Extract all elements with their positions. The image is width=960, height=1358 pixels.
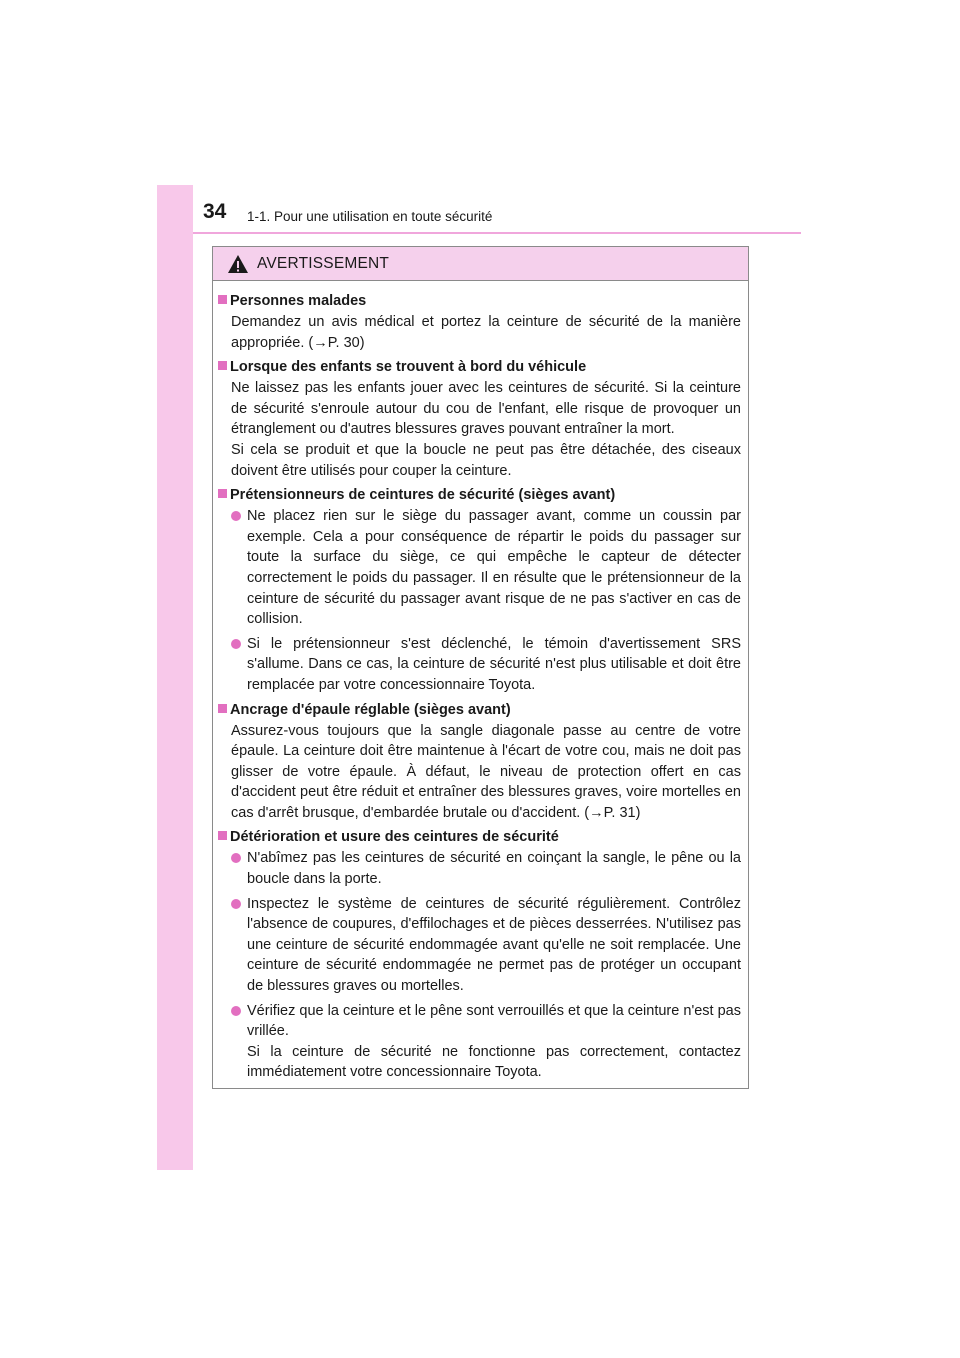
section-heading: Détérioration et usure des ceintures de sécurité bbox=[218, 827, 741, 848]
warning-body bbox=[213, 281, 748, 1083]
section-heading: Prétensionneurs de ceintures de sécurité (sièges avant) bbox=[218, 485, 741, 506]
square-bullet-icon bbox=[218, 489, 227, 498]
square-bullet-icon bbox=[218, 831, 227, 840]
section-heading: Personnes malades bbox=[218, 291, 741, 312]
round-bullet-icon bbox=[231, 899, 241, 909]
square-bullet-icon bbox=[218, 704, 227, 713]
paragraph: Ne laissez pas les enfants jouer avec les ceintures de sécurité. Si la ceinture de sécurité s'enroule autour du cou de l'enfant, elle risque de provoquer un étranglement ou d'autres blessures graves pouvant entraîner la mort. Si cela se produit et que la boucle ne peut pas être détachée, des ciseaux doivent être utilisés pour couper la ceinture. bbox=[231, 380, 741, 479]
section-heading: Lorsque des enfants se trouvent à bord du véhicule bbox=[218, 357, 741, 378]
square-bullet-icon bbox=[218, 295, 227, 304]
square-bullet-icon bbox=[218, 361, 227, 370]
list-item: Si le prétensionneur s'est déclenché, le témoin d'avertissement SRS s'allume. Dans ce cas, la ceinture de sécurité n'est plus utilisable et doit être remplacée par votre concessionnaire Toyota. bbox=[218, 634, 741, 696]
round-bullet-icon bbox=[231, 853, 241, 863]
list-item: Ne placez rien sur le siège du passager avant, comme un coussin par exemple. Cela a pour conséquence de répartir le poids du passager sur toute la surface du siège, ce qui empêche le capteur de détecter correctement le poids du passager. Il en résulte que le prétensionneur de la ceinture de sécurité du passager avant risque de ne pas s'activer en cas de collision. bbox=[218, 506, 741, 630]
paragraph: Demandez un avis médical et portez la ceinture de sécurité de la manière appropriée. (→P. 30) bbox=[231, 314, 741, 351]
header-rule bbox=[193, 232, 801, 234]
warning-box bbox=[212, 246, 749, 1089]
section-heading: Ancrage d'épaule réglable (sièges avant) bbox=[218, 700, 741, 721]
round-bullet-icon bbox=[231, 511, 241, 521]
list-item: Vérifiez que la ceinture et le pêne sont verrouillés et que la ceinture n'est pas vrillée. Si la ceinture de sécurité ne fonctionne pas correctement, contactez immédiatement votre concessionnaire Toyota. bbox=[218, 1001, 741, 1083]
section-title: 1-1. Pour une utilisation en toute sécurité bbox=[247, 209, 493, 224]
round-bullet-icon bbox=[231, 1006, 241, 1016]
warning-header bbox=[213, 247, 748, 281]
page-number: 34 bbox=[203, 200, 227, 223]
list-item: Inspectez le système de ceintures de sécurité régulièrement. Contrôlez l'absence de coupures, d'effilochages et de pièces desserrées. N'utilisez pas une ceinture de sécurité endommagée avant qu'elle ne soit remplacée. Une ceinture de sécurité endommagée ne permet pas de protéger un occupant de blessures graves ou mortelles. bbox=[218, 894, 741, 997]
warning-title: AVERTISSEMENT bbox=[257, 254, 390, 272]
round-bullet-icon bbox=[231, 639, 241, 649]
paragraph: Assurez-vous toujours que la sangle diagonale passe au centre de votre épaule. La ceinture doit être maintenue à l'écart de votre cou, mais ne doit pas glisser de votre épaule. À défaut, le niveau de protection offert en cas d'accident peut être réduit et entraîner des blessures graves, voire mortelles en cas d'arrêt brusque, d'embardée brutale ou d'accident. (→P. 31) bbox=[231, 722, 741, 821]
warning-triangle-icon bbox=[227, 254, 249, 274]
list-item: N'abîmez pas les ceintures de sécurité en coinçant la sangle, le pêne ou la boucle dans la porte. bbox=[218, 848, 741, 889]
chapter-side-tab bbox=[157, 185, 193, 1170]
